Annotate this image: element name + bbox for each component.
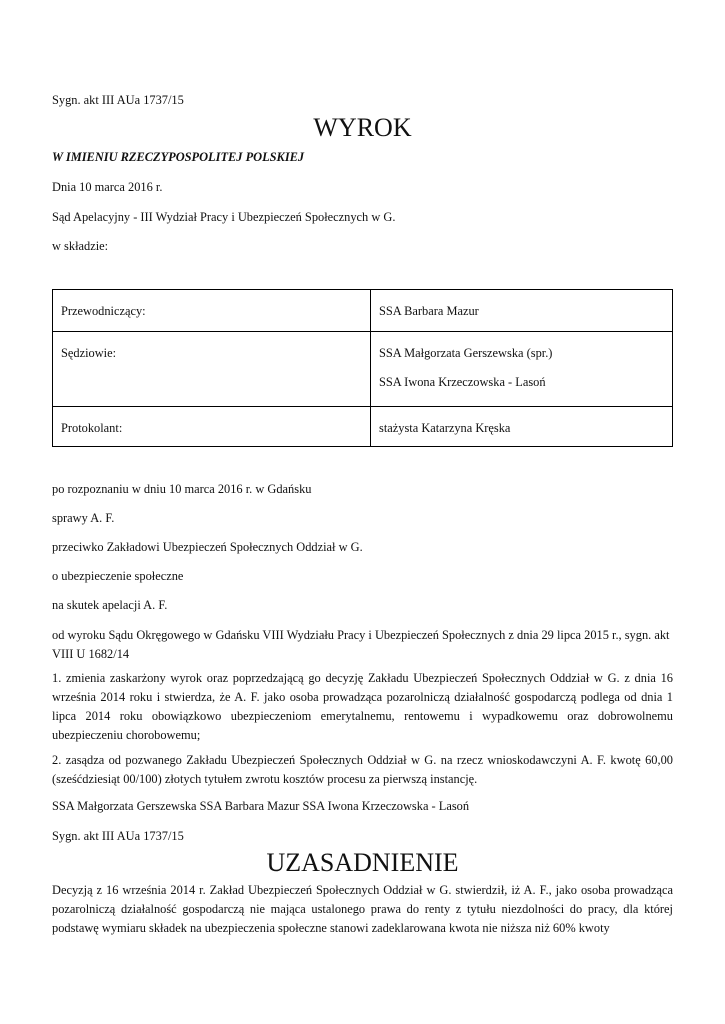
body-paragraph: przeciwko Zakładowi Ubezpieczeń Społecznych Oddział w G. bbox=[52, 540, 363, 554]
ruling-point-1: 1. zmienia zaskarżony wyrok oraz poprzedzającą go decyzję Zakładu Ubezpieczeń Społecznych Oddział w G. z dnia 16 września 2014 roku i stwierdza, że A. F. jako osoba prowadząca pozarolniczą działalność gospodarczą podlega od dnia 1 lipca 2014 roku obowiązkowo ubezpieczeniom emerytalnemu, rentowemu i wypadkowemu oraz dobrowolnemu ubezpieczeniu chorobowemu; bbox=[52, 671, 673, 742]
court-name: Sąd Apelacyjny - III Wydział Pracy i Ubezpieczeń Społecznych w G. bbox=[52, 210, 396, 224]
table-row bbox=[53, 332, 673, 407]
panel-role: Przewodniczący: bbox=[53, 290, 371, 332]
case-signature-top: Sygn. akt III AUa 1737/15 bbox=[52, 93, 184, 107]
table-row bbox=[53, 290, 673, 332]
court-panel-table bbox=[52, 289, 673, 447]
composition-label: w składzie: bbox=[52, 239, 109, 253]
body-paragraph: od wyroku Sądu Okręgowego w Gdańsku VIII Wydziału Pracy i Ubezpieczeń Społecznych z dnia 29 lipca 2015 r., sygn. akt VIII U 1682/14 bbox=[52, 628, 670, 661]
judges-signatures: SSA Małgorzata Gerszewska SSA Barbara Mazur SSA Iwona Krzeczowska - Lasoń bbox=[52, 799, 470, 813]
body-paragraph: sprawy A. F. bbox=[52, 511, 115, 525]
ruling-point-2: 2. zasądza od pozwanego Zakładu Ubezpieczeń Społecznych Oddział w G. na rzecz wnioskodawczyni A. F. kwotę 60,00 (sześćdziesiąt 00/100) złotych tytułem zwrotu kosztów procesu za pierwszą instancję. bbox=[52, 753, 673, 786]
panel-member: SSA Barbara Mazur bbox=[371, 290, 673, 332]
case-signature-bottom: Sygn. akt III AUa 1737/15 bbox=[52, 829, 184, 843]
body-paragraph: na skutek apelacji A. F. bbox=[52, 598, 168, 612]
table-row bbox=[53, 407, 673, 447]
panel-member: stażysta Katarzyna Kręska bbox=[371, 407, 673, 447]
judgment-title: WYROK bbox=[313, 113, 412, 142]
justification-paragraph: Decyzją z 16 września 2014 r. Zakład Ubezpieczeń Społecznych Oddział w G. stwierdził, iż A. F., jako osoba prowadząca pozarolniczą działalność gospodarczą nie mająca ustalonego prawa do renty z tytułu niezdolności do pracy, dla której podstawę wymiaru składek na ubezpieczenia społeczne stanowi zadeklarowana kwota nie niższa niż 60% kwoty bbox=[52, 883, 673, 935]
panel-role: Protokolant: bbox=[53, 407, 371, 447]
justification-title: UZASADNIENIE bbox=[266, 848, 459, 877]
judgment-date: Dnia 10 marca 2016 r. bbox=[52, 180, 163, 194]
panel-member: SSA Małgorzata Gerszewska (spr.) SSA Iwona Krzeczowska - Lasoń bbox=[371, 332, 673, 407]
body-paragraph: o ubezpieczenie społeczne bbox=[52, 569, 184, 583]
body-paragraph: po rozpoznaniu w dniu 10 marca 2016 r. w Gdańsku bbox=[52, 482, 312, 496]
judgment-subtitle: W IMIENIU RZECZYPOSPOLITEJ POLSKIEJ bbox=[52, 150, 305, 164]
panel-role: Sędziowie: bbox=[53, 332, 371, 407]
